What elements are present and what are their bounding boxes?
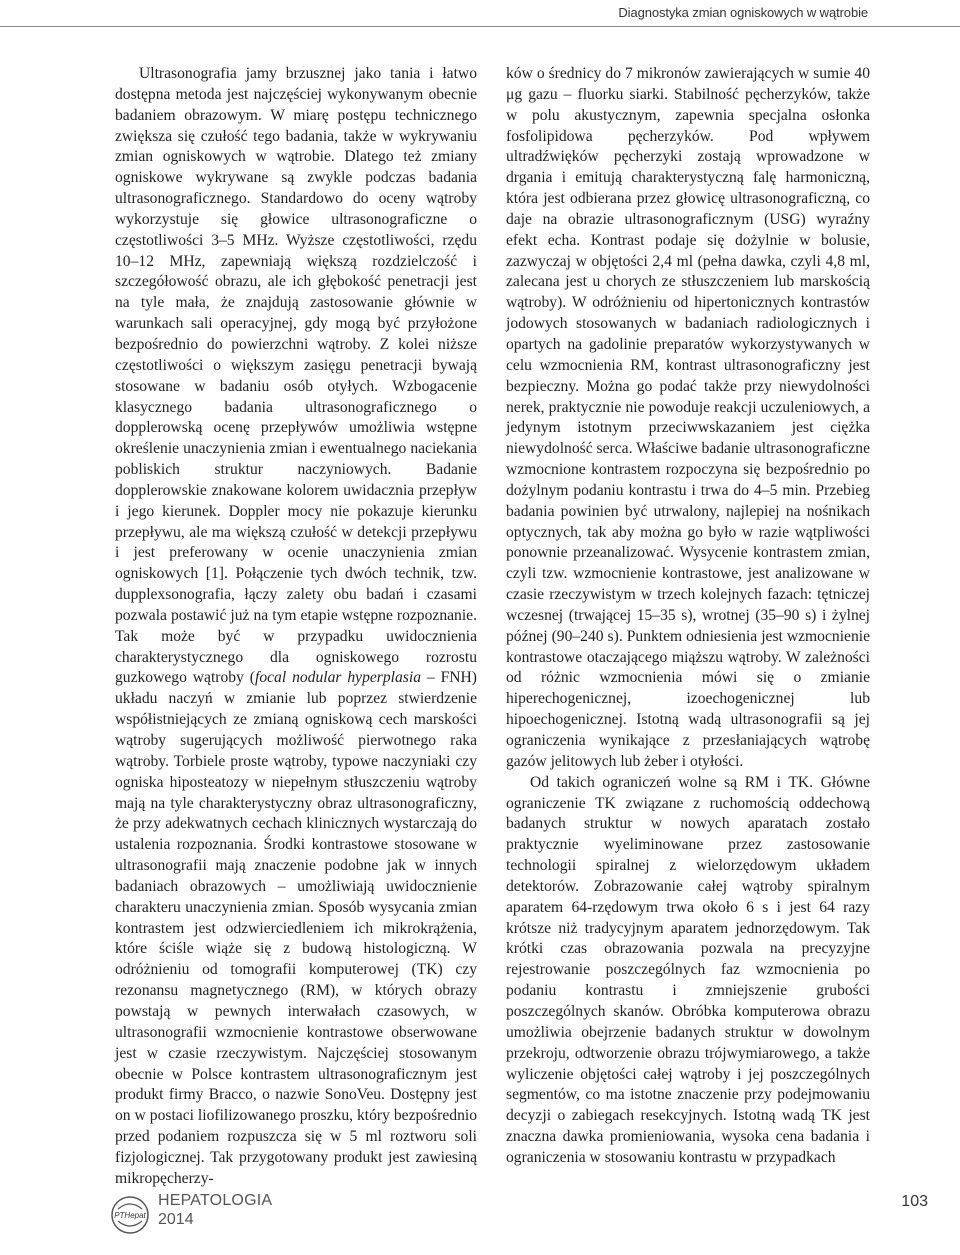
running-title: Diagnostyka zmian ogniskowych w wątrobie	[618, 5, 868, 20]
left-text-b: – FNH) układu naczyń w zmianie lub poprzez stwierdzenie współistniejących ze zmianą ogniskową cech marskości wątroby sugerujących możliwość pierwotnego raka wątroby. Torbiele proste wątroby, typowe naczyniaki czy ogniska hiposteatozy w niepełnym stłuszczeniu wątroby mają na tyle charakterystyczny obraz ultrasonograficzny, że przy adekwatnych cechach klinicznych wystarczają do ustalenia rozpoznania. Środki kontrastowe stosowane w ultrasonografii mają znaczenie podobne jak w innych badaniach obrazowych – umożliwiają uwidocznienie charakteru unaczynienia zmian. Sposób wysycania zmian kontrastem jest odzwierciedleniem ich mikrokrążenia, które ściśle wiąże się z budową histologiczną. W odróżnieniu od tomografii komputerowej (TK) czy rezonansu magnetycznego (RM), w których obrazy powstają w pewnych interwałach czasowych, w ultrasonografii wzmocnienie kontrastowe obserwowane jest w czasie rzeczywistym. Najczęściej stosowanym obecnie w Polsce kontrastem ultrasonograficznym jest produkt firmy Bracco, o nazwie SonoVeu. Dostępny jest on w postaci liofilizowanego proszku, który bezpośrednio przed podaniem rozpuszcza się w 5 ml roztworu soli fizjologicznej. Tak przygotowany produkt jest zawiesiną mikropęcherzy-	[115, 669, 477, 1187]
right-column	[506, 64, 870, 1169]
journal-name: HEPATOLOGIA	[158, 1192, 273, 1209]
left-column	[115, 64, 477, 1190]
right-paragraph-1: ków o średnicy do 7 mikronów zawierających w sumie 40 μg gazu – fluorku siarki. Stabilność pęcherzyków, także w polu akustycznym, zapewnia specjalna osłonka fosfolipidowa pęcherzyków. Pod wpływem ultradźwięków pęcherzyki zostają wprowadzone w drgania i emitują charakterystyczną falę harmoniczną, która jest odbierana przez głowicę ultrasonograficzną, co daje na obrazie ultrasonograficznym (USG) wyraźny efekt echa. Kontrast podaje się dożylnie w bolusie, zazwyczaj w objętości 2,4 ml (pełna dawka, czyli 4,8 ml, zalecana jest u chorych ze stłuszczeniem lub marskością wątroby). W odróżnieniu od hipertonicznych kontrastów jodowych stosowanych w badaniach radiologicznych i opartych na gadolinie preparatów wykorzystywanych w celu wzmocnienia RM, kontrast ultrasonograficzny jest bezpieczny. Można go podać także przy niewydolności nerek, praktycznie nie powoduje reakcji uczuleniowych, a jedynym istotnym przeciwwskazaniem jest ciężka niewydolność serca. Właściwe badanie ultrasonograficzne wzmocnione kontrastem rozpoczyna się bezpośrednio po dożylnym podaniu kontrastu i trwa do 4–5 min. Przebieg badania powinien być utrwalony, najlepiej na nośnikach optycznych, tak aby można go było w razie wątpliwości ponownie przeanalizować. Wysycenie kontrastem zmian, czyli tzw. wzmocnienie kontrastowe, jest analizowane w czasie rzeczywistym w trzech kolejnych fazach: tętniczej wczesnej (trwającej 15–35 s), wrotnej (35–90 s) i żylnej późnej (90–240 s). Punktem odniesienia jest wzmocnienie kontrastowe otaczającego miąższu wątroby. W zależności od różnic wzmocnienia mówi się o zmianie hiperechogenicznej, izoechogenicznej lub hipoechogenicznej. Istotną wadą ultrasonografii są jej ograniczenia wynikające z przesłaniających wątrobę gazów jelitowych lub żeber i otyłości.	[506, 65, 870, 770]
page-footer	[0, 1175, 960, 1255]
journal-year: 2014	[158, 1211, 194, 1228]
running-header	[0, 0, 960, 27]
right-paragraph-2: Od takich ograniczeń wolne są RM i TK. Główne ograniczenie TK związane z ruchomością oddechową badanych struktur w nowych aparatach zostało praktycznie wyeliminowane przez zastosowanie technologii spiralnej z wielorzędowym układem detektorów. Zobrazowanie całej wątroby spiralnym aparatem 64-rzędowym trwa około 6 s i jest 64 razy krótsze niż tradycyjnym aparatem jednorzędowym. Tak krótki czas obrazowania pozwala na precyzyjne rejestrowanie poszczególnych faz wzmocnienia po podaniu kontrastu i zmniejszenie grubości poszczególnych skanów. Obróbka komputerowa obrazu umożliwia obejrzenie badanych struktur w dowolnym przekroju, odtworzenie obrazu trójwymiarowego, a także wyliczenie objętości całej wątroby i jej poszczególnych segmentów, co ma istotne znaczenie przy podejmowaniu decyzji o zabiegach resekcyjnych. Istotną wadą TK jest znaczna dawka promieniowania, wysoka cena badania i ograniczenia w stosowaniu kontrastu w przypadkach	[506, 773, 870, 1166]
left-text-italic-term: focal nodular hyperplasia	[254, 669, 421, 687]
left-paragraph-1	[115, 64, 477, 1190]
page-number: 103	[901, 1193, 928, 1210]
logo-lettering: PTHepat	[114, 1211, 146, 1220]
left-text-a: Ultrasonografia jamy brzusznej jako tania i łatwo dostępna metoda jest najczęściej wykonywanym obecnie badaniem obrazowym. W miarę postępu technicznego zwiększa się czułość tego badania, także w wykrywaniu zmian ogniskowych w wątrobie. Dlatego też zmiany ogniskowe wykrywane są zwykle podczas badania ultrasonograficznego. Standardowo do oceny wątroby wykorzystuje się głowice ultrasonograficzne o częstotliwości 3–5 MHz. Wyższe częstotliwości, rzędu 10–12 MHz, zapewniają większą rozdzielczość i szczegółowość obrazu, ale ich głębokość penetracji jest na tyle mała, że znajdują zastosowanie głównie w warunkach sali operacyjnej, gdy mogą być przyłożone bezpośrednio do powierzchni wątroby. Z kolei niższe częstotliwości o większym zasięgu penetracji bywają stosowane w badaniu osób otyłych. Wzbogacenie klasycznego badania ultrasonograficznego o dopplerowską ocenę przepływów umożliwia wstępne określenie unaczynienia zmian i ewentualnego naciekania pobliskich struktur naczyniowych. Badanie dopplerowskie znakowane kolorem uwidacznia przepływ i jego kierunek. Doppler mocy nie pokazuje kierunku przepływu, ale ma większą czułość w detekcji przepływu i jest preferowany w ocenie unaczynienia zmian ogniskowych [1]. Połączenie tych dwóch technik, tzw. dupplexsonografia, łączy zalety obu badań i czasami pozwala postawić już na tym etapie wstępne rozpoznanie. Tak może być w przypadku uwidocznienia charakterystycznego dla ogniskowego rozrostu guzkowego wątroby (	[115, 65, 477, 687]
pthepat-logo-icon	[110, 1195, 150, 1235]
journal-title	[158, 1191, 272, 1229]
